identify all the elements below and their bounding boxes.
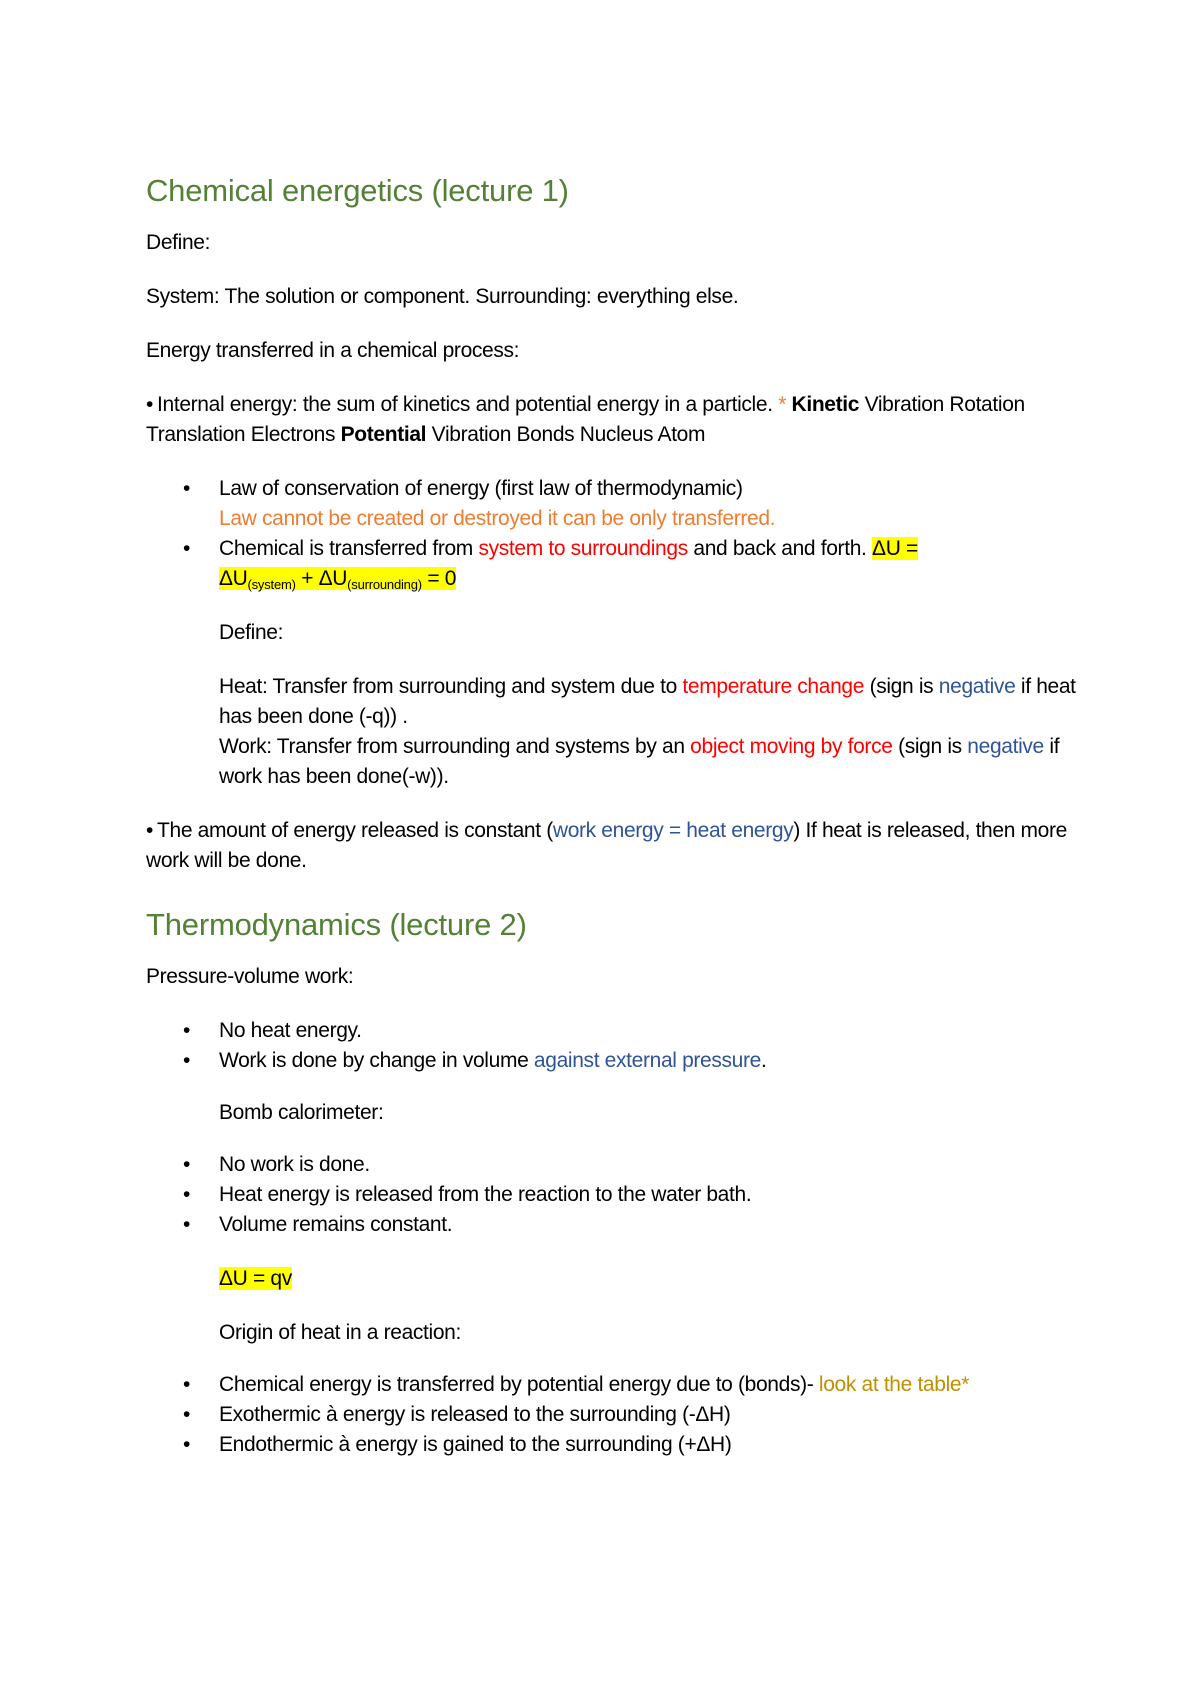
- define-label: Define:: [146, 231, 211, 254]
- heat-post: if heat has been done (-q)) .: [219, 675, 1076, 728]
- equation-internal-energy: [219, 567, 456, 590]
- amount-paragraph: [146, 816, 1086, 876]
- document-page: [146, 172, 1086, 1460]
- energy-transferred-label: Energy transferred in a chemical process:: [146, 339, 520, 362]
- heat-red: temperature change: [682, 675, 865, 698]
- list-item: [146, 1370, 1086, 1400]
- potential-items: Vibration Bonds Nucleus Atom: [431, 423, 706, 446]
- bullet: •: [146, 393, 154, 416]
- bomb-calorimeter-label: Bomb calorimeter:: [219, 1101, 384, 1124]
- heat-definition: [146, 672, 1086, 732]
- internal-energy-text: Internal energy: the sum of kinetics and potential energy in a particle.: [157, 393, 773, 416]
- pv-b2-pre: Work is done by change in volume: [219, 1049, 529, 1072]
- sub-system: (system): [247, 577, 296, 592]
- heat-pre: Heat: Transfer from surrounding and system due to: [219, 675, 677, 698]
- equation-start: ΔU =: [872, 537, 918, 560]
- section-heading-chemical-energetics: Chemical energetics (lecture 1): [146, 173, 569, 208]
- list-item: [146, 534, 1086, 594]
- sub-surrounding: (surrounding): [347, 577, 422, 592]
- list-item: • Heat energy is released from the reaction to the water bath.: [146, 1180, 1086, 1210]
- work-post: if work has been done(-w)).: [219, 735, 1060, 788]
- heat-negative: negative: [938, 675, 1016, 698]
- work-negative: negative: [967, 735, 1044, 758]
- du-qv-highlight: ΔU = qv: [219, 1267, 292, 1290]
- system-definition: System: The solution or component. Surrounding: everything else.: [146, 285, 739, 308]
- bullet: •: [146, 819, 154, 842]
- list-item: • No heat energy.: [146, 1016, 1086, 1046]
- transfer-post: and back and forth.: [693, 537, 867, 560]
- du-qv-equation: [146, 1264, 1086, 1294]
- list-item: • Endothermic à energy is gained to the surrounding (+ΔH): [146, 1430, 1086, 1460]
- origin-label: Origin of heat in a reaction:: [219, 1321, 461, 1344]
- bomb-list: [146, 1150, 1086, 1240]
- work-definition: [146, 732, 1086, 792]
- section-heading-thermodynamics: Thermodynamics (lecture 2): [146, 907, 527, 942]
- amount-post: ) If heat is released, then more work will be done.: [146, 819, 1067, 872]
- internal-energy-paragraph: [146, 390, 1086, 450]
- origin-list: [146, 1370, 1086, 1460]
- kinetic-label: Kinetic: [791, 393, 860, 416]
- heat-mid: (sign is: [869, 675, 934, 698]
- equation-end: = 0: [427, 567, 457, 590]
- work-red: object moving by force: [690, 735, 893, 758]
- list-item: • No work is done.: [146, 1150, 1086, 1180]
- work-mid: (sign is: [898, 735, 962, 758]
- list-item: [146, 474, 1086, 534]
- du-system: ΔU: [219, 567, 248, 590]
- law-statement: Law cannot be created or destroyed it can be only transferred.: [219, 507, 776, 530]
- list-item: [146, 1046, 1086, 1076]
- amount-pre: The amount of energy released is constant (: [157, 819, 553, 842]
- amount-blue: work energy = heat energy: [552, 819, 794, 842]
- conservation-list: [146, 474, 1086, 594]
- origin-b1-gold: look at the table*: [818, 1373, 970, 1396]
- potential-label: Potential: [340, 423, 427, 446]
- transfer-red: system to surroundings: [478, 537, 688, 560]
- origin-b1-pre: Chemical energy is transferred by potential energy due to (bonds)-: [219, 1373, 814, 1396]
- list-item: • Exothermic à energy is released to the surrounding (-ΔH): [146, 1400, 1086, 1430]
- pv-list: [146, 1016, 1086, 1076]
- work-pre: Work: Transfer from surrounding and systems by an: [219, 735, 685, 758]
- pv-b2-blue: against external pressure: [533, 1049, 761, 1072]
- star-marker: *: [778, 393, 787, 416]
- kinetic-items: Vibration Rotation Translation Electrons: [146, 393, 1025, 446]
- pv-work-label: Pressure-volume work:: [146, 965, 354, 988]
- pv-b2-post: .: [760, 1049, 767, 1072]
- define-label-2: Define:: [219, 621, 284, 644]
- law-title: Law of conservation of energy (first law of thermodynamic): [219, 477, 743, 500]
- transfer-pre: Chemical is transferred from: [219, 537, 473, 560]
- du-plus: + ΔU: [301, 567, 348, 590]
- list-item: • Volume remains constant.: [146, 1210, 1086, 1240]
